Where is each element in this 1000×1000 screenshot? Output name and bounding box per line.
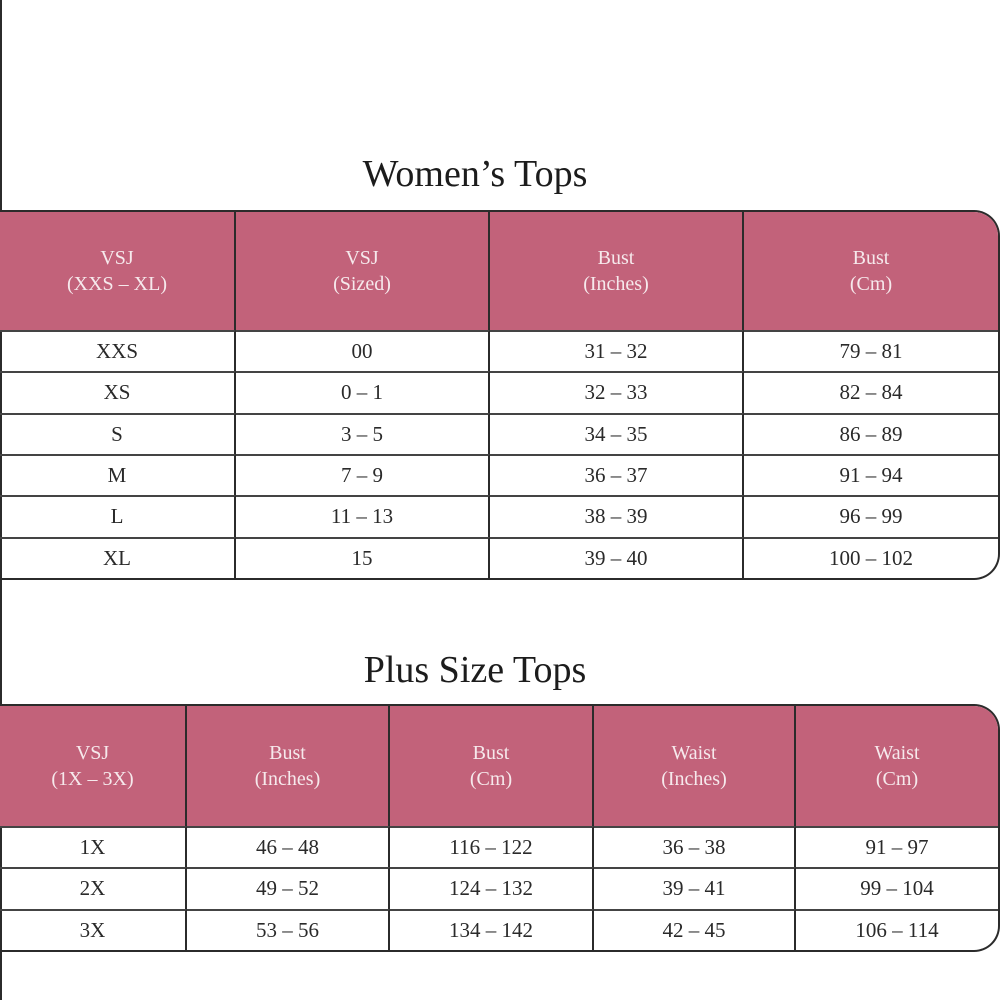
measurement-cell: 34 – 35 <box>490 413 744 454</box>
measurement-cell: 36 – 38 <box>594 826 796 867</box>
measurement-cell: 3 – 5 <box>236 413 490 454</box>
measurement-cell: 106 – 114 <box>796 909 998 950</box>
plus-size-tops-table <box>0 704 1000 952</box>
column-header <box>0 706 187 826</box>
size-label-cell: L <box>0 495 236 536</box>
header-label: VSJ <box>100 247 134 269</box>
measurement-cell: 82 – 84 <box>744 371 998 412</box>
measurement-cell: 49 – 52 <box>187 867 390 908</box>
header-unit: (Inches) <box>254 768 321 790</box>
header-unit: (Inches) <box>661 768 727 790</box>
measurement-cell: 39 – 40 <box>490 537 744 578</box>
measurement-cell: 0 – 1 <box>236 371 490 412</box>
measurement-cell: 99 – 104 <box>796 867 998 908</box>
measurement-cell: 124 – 132 <box>390 867 594 908</box>
column-header <box>490 212 744 330</box>
header-label: Bust <box>597 247 635 269</box>
size-label-cell: S <box>0 413 236 454</box>
header-label: Waist <box>874 742 920 764</box>
measurement-cell: 31 – 32 <box>490 330 744 371</box>
size-label-cell: M <box>0 454 236 495</box>
measurement-cell: 15 <box>236 537 490 578</box>
plus-size-tops-title: Plus Size Tops <box>363 649 587 691</box>
measurement-cell: 86 – 89 <box>744 413 998 454</box>
header-unit: (Cm) <box>849 273 893 295</box>
size-label-cell: 1X <box>0 826 187 867</box>
column-header <box>390 706 594 826</box>
header-unit: (1X – 3X) <box>51 768 134 790</box>
measurement-cell: 134 – 142 <box>390 909 594 950</box>
measurement-cell: 39 – 41 <box>594 867 796 908</box>
header-unit: (Inches) <box>583 273 649 295</box>
measurement-cell: 91 – 94 <box>744 454 998 495</box>
column-header <box>744 212 998 330</box>
column-header <box>796 706 998 826</box>
column-header <box>594 706 796 826</box>
measurement-cell: 42 – 45 <box>594 909 796 950</box>
measurement-cell: 7 – 9 <box>236 454 490 495</box>
header-unit: (Cm) <box>875 768 919 790</box>
size-label-cell: 3X <box>0 909 187 950</box>
measurement-cell: 116 – 122 <box>390 826 594 867</box>
measurement-cell: 100 – 102 <box>744 537 998 578</box>
size-label-cell: 2X <box>0 867 187 908</box>
measurement-cell: 38 – 39 <box>490 495 744 536</box>
header-label: VSJ <box>345 247 379 269</box>
womens-tops-title: Women’s Tops <box>362 153 588 195</box>
measurement-cell: 96 – 99 <box>744 495 998 536</box>
measurement-cell: 53 – 56 <box>187 909 390 950</box>
measurement-cell: 91 – 97 <box>796 826 998 867</box>
womens-tops-table <box>0 210 1000 580</box>
header-label: VSJ <box>75 742 110 764</box>
size-label-cell: XS <box>0 371 236 412</box>
size-label-cell: XXS <box>0 330 236 371</box>
measurement-cell: 46 – 48 <box>187 826 390 867</box>
header-unit: (Cm) <box>469 768 513 790</box>
measurement-cell: 11 – 13 <box>236 495 490 536</box>
column-header <box>187 706 390 826</box>
column-header <box>0 212 236 330</box>
header-label: Bust <box>472 742 510 764</box>
measurement-cell: 36 – 37 <box>490 454 744 495</box>
header-unit: (XXS – XL) <box>67 273 167 295</box>
header-label: Waist <box>671 742 717 764</box>
header-label: Bust <box>269 742 306 764</box>
column-header <box>236 212 490 330</box>
header-unit: (Sized) <box>333 273 391 295</box>
measurement-cell: 32 – 33 <box>490 371 744 412</box>
header-label: Bust <box>852 247 890 269</box>
size-label-cell: XL <box>0 537 236 578</box>
measurement-cell: 79 – 81 <box>744 330 998 371</box>
measurement-cell: 00 <box>236 330 490 371</box>
